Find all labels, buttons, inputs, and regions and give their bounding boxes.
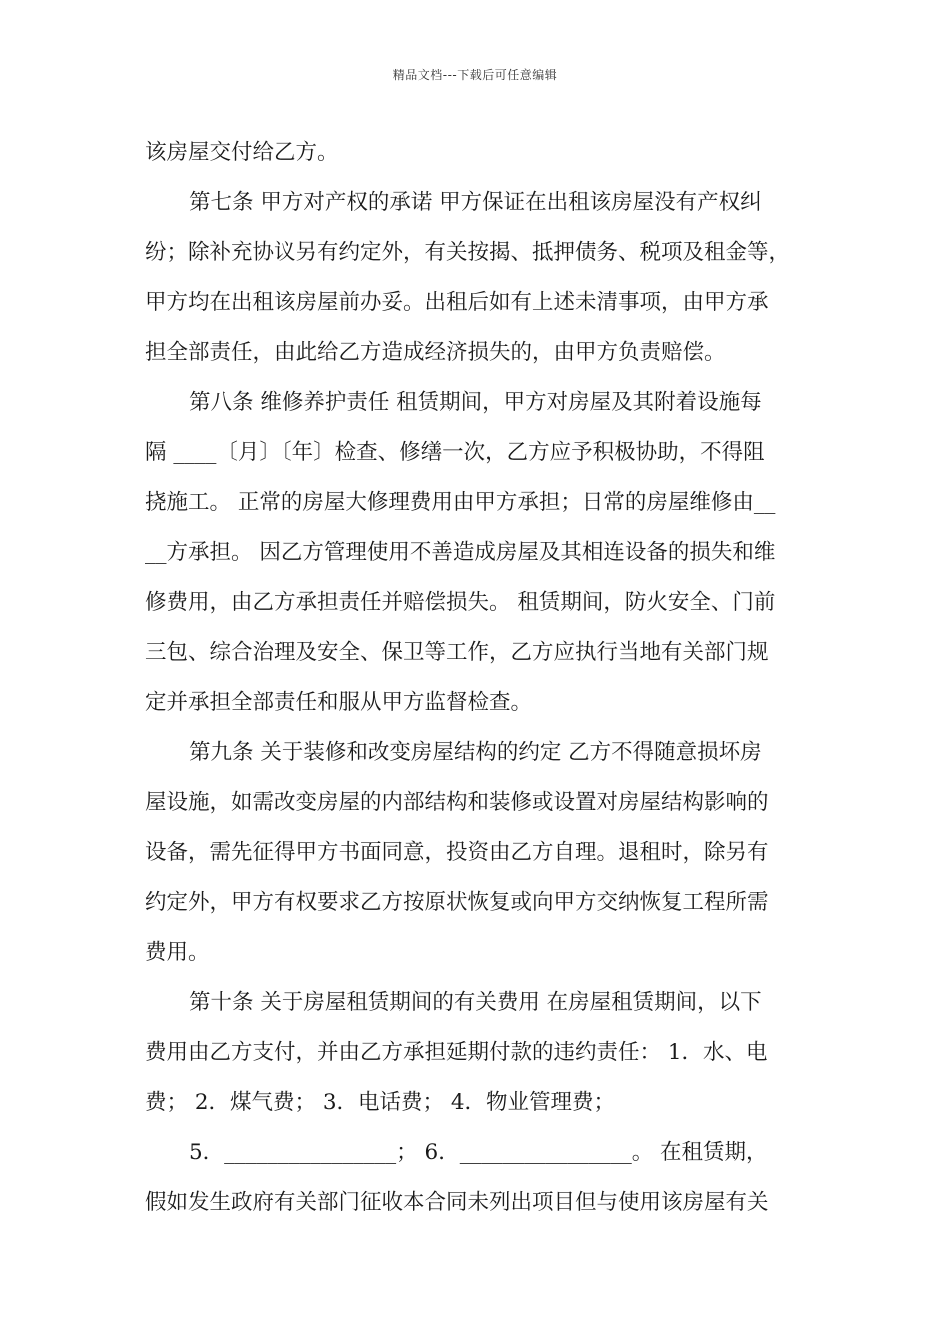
text-line: 该房屋交付给乙方。: [145, 140, 339, 165]
text-line: 约定外，甲方有权要求乙方按原状恢复或向甲方交纳恢复工程所需: [145, 890, 769, 915]
text-line: 挠施工。 正常的房屋大修理费用由甲方承担；日常的房屋维修由__: [145, 490, 776, 515]
text-line: 费用。: [145, 940, 210, 965]
text-line: 定并承担全部责任和服从甲方监督检查。: [145, 690, 533, 715]
page-header: 精品文档---下载后可任意编辑: [392, 68, 558, 82]
text-line: 修费用，由乙方承担责任并赔偿损失。 租赁期间，防火安全、门前: [145, 590, 776, 615]
text-line: 隔 ____〔月〕〔年〕检查、修缮一次，乙方应予积极协助，不得阻: [145, 440, 765, 465]
text-line: __方承担。 因乙方管理使用不善造成房屋及其相连设备的损失和维: [145, 540, 776, 565]
text-line: 设备，需先征得甲方书面同意，投资由乙方自理。退租时，除另有: [145, 840, 769, 865]
text-line-article-7: 第七条 甲方对产权的承诺 甲方保证在出租该房屋没有产权纠: [189, 190, 762, 215]
document-body: [145, 128, 825, 1228]
text-line: 屋设施，如需改变房屋的内部结构和装修或设置对房屋结构影响的: [145, 790, 769, 815]
text-line-article-10: 第十条 关于房屋租赁期间的有关费用 在房屋租赁期间，以下: [189, 990, 762, 1015]
text-line: 假如发生政府有关部门征收本合同未列出项目但与使用该房屋有关: [145, 1190, 769, 1215]
text-line: 5．________________； 6．________________。 在租赁期，: [189, 1140, 768, 1165]
text-line-article-8: 第八条 维修养护责任 租赁期间，甲方对房屋及其附着设施每: [189, 390, 762, 415]
text-line: 三包、综合治理及安全、保卫等工作，乙方应执行当地有关部门规: [145, 640, 769, 665]
text-line: 甲方均在出租该房屋前办妥。出租后如有上述未清事项，由甲方承: [145, 290, 769, 315]
text-line: 纷；除补充协议另有约定外，有关按揭、抵押债务、税项及租金等，: [145, 240, 791, 265]
text-line: 费用由乙方支付，并由乙方承担延期付款的违约责任： 1．水、电: [145, 1040, 768, 1065]
text-line: 费； 2．煤气费； 3．电话费； 4．物业管理费；: [145, 1090, 616, 1115]
text-line: 担全部责任，由此给乙方造成经济损失的，由甲方负责赔偿。: [145, 340, 726, 365]
text-line-article-9: 第九条 关于装修和改变房屋结构的约定 乙方不得随意损坏房: [189, 740, 762, 765]
